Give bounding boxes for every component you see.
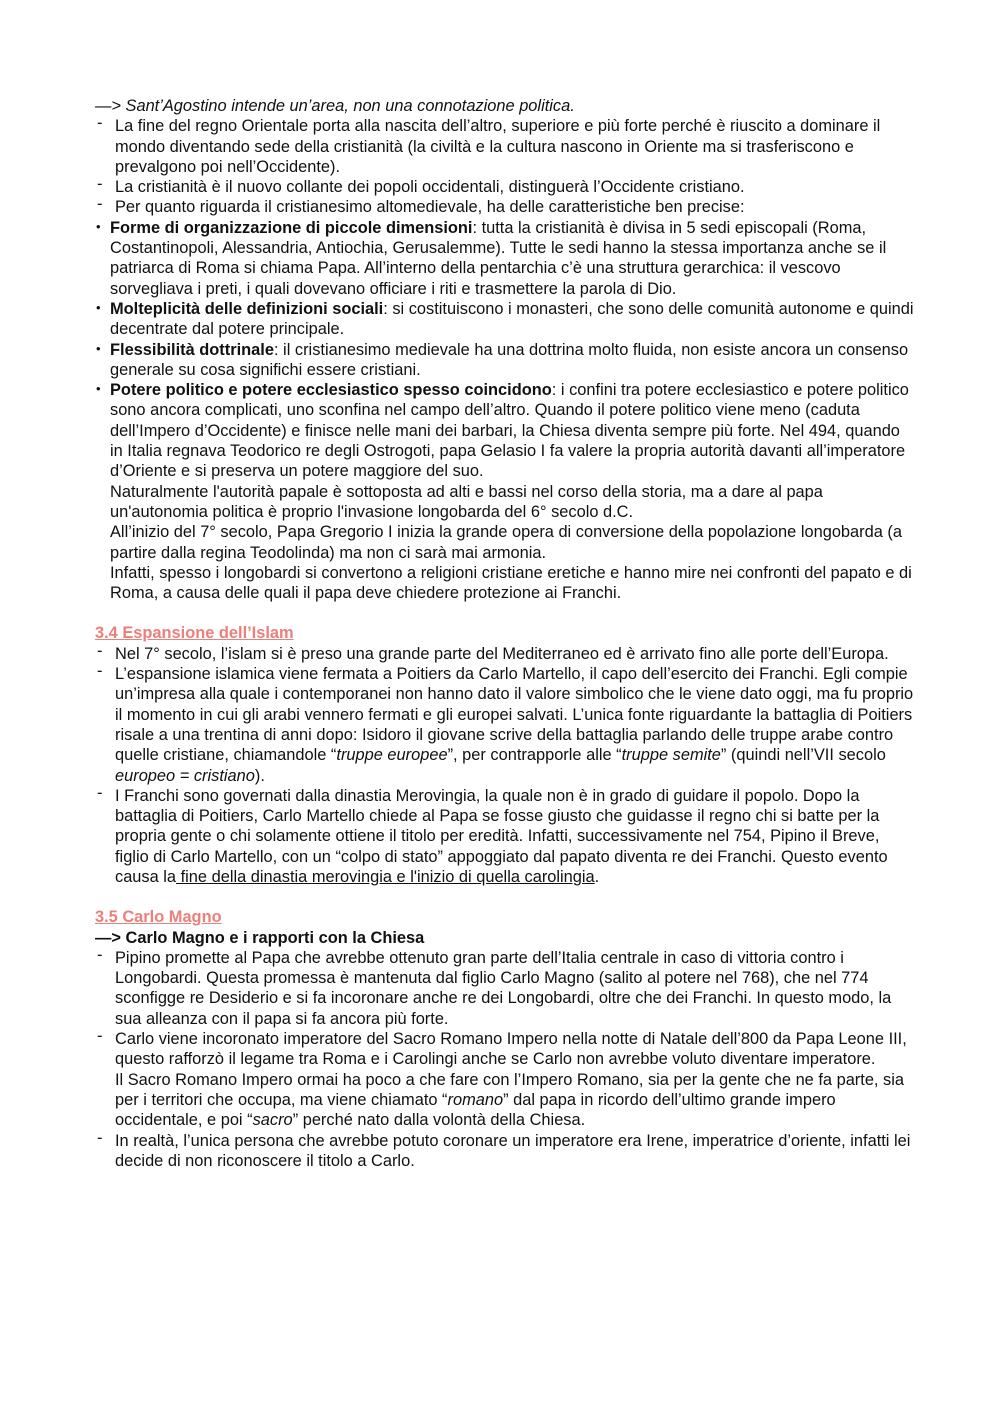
list-item: - La cristianità è il nuovo collante dei popoli occidentali, distinguerà l’Occidente cristiano.: [95, 177, 915, 197]
section-heading-islam: 3.4 Espansione dell’Islam: [95, 624, 294, 643]
paragraph: Il Sacro Romano Impero ormai ha poco a che fare con l’Impero Romano, sia per la gente che ne fa parte, sia per i territori che occupa, ma viene chiamato “romano” dal papa in ricordo dell’ultimo grande impero occidentale, e poi “sacro” perché nato dalla volontà della Chiesa.: [115, 1070, 904, 1130]
list-item: - Pipino promette al Papa che avrebbe ottenuto gran parte dell’Italia centrale in caso di vittoria contro i Longobardi. Questa promessa è mantenuta dal figlio Carlo Magno (salito al potere nel 768), che nel 774 sconfigge re Desiderio e si fa incoronare anche re dei Longobardi, oltre che dei Franchi. In questo modo, la sua alleanza con il papa si fa ancora più forte.: [95, 948, 915, 1029]
spacer: [95, 887, 915, 907]
list-item: - Nel 7° secolo, l’islam si è preso una grande parte del Mediterraneo ed è arrivato fino alle porte dell’Europa.: [95, 644, 915, 664]
bullet-item: • Molteplicità delle definizioni sociali: si costituiscono i monasteri, che sono delle comunità autonome e quindi decentrate dal potere principale.: [95, 299, 915, 340]
bullet-item: • Forme di organizzazione di piccole dimensioni: tutta la cristianità è divisa in 5 sedi episcopali (Roma, Costantinopoli, Alessandria, Antiochia, Gerusalemme). Tutte le sedi hanno la stessa importanza anche se il patriarca di Roma si chiama Papa. All’interno della pentarchia c’è una struttura gerarchica: il vescovo sorvegliava i preti, i quali dovevano officiare i riti e trasmettere la parola di Dio.: [95, 218, 915, 299]
paragraph: Naturalmente l'autorità papale è sottoposta ad alti e bassi nel corso della storia, ma a dare al papa un'autonomia politica è proprio l'invasione longobarda del 6° secolo d.C.: [110, 482, 823, 521]
list-item: - La fine del regno Orientale porta alla nascita dell’altro, superiore e più forte perché è riuscito a dominare il mondo diventando sede della cristianità (la civiltà e la cultura nascono in Oriente ma si trasferiscono e prevalgono poi nell’Occidente).: [95, 116, 915, 177]
list-item: - In realtà, l’unica persona che avrebbe potuto coronare un imperatore era Irene, imperatrice d’oriente, infatti lei decide di non riconoscere il titolo a Carlo.: [95, 1131, 915, 1172]
list-item: - I Franchi sono governati dalla dinastia Merovingia, la quale non è in grado di guidare il popolo. Dopo la battaglia di Poitiers, Carlo Martello chiede al Papa se fosse giusto che guidasse il regno chi si batte per la propria gente o chi solamente ottiene il titolo per eredità. Infatti, successivamente nel 754, Pipino il Breve, figlio di Carlo Martello, con un “colpo di stato” appoggiato dal papato diventa re dei Franchi. Questo evento causa la fine della dinastia merovingia e l'inizio di quella carolingia.: [95, 786, 915, 887]
list-item: - Per quanto riguarda il cristianesimo altomedievale, ha delle caratteristiche ben precise:: [95, 197, 915, 217]
document-page: [95, 96, 915, 1171]
section-heading-carlo-magno: 3.5 Carlo Magno: [95, 908, 222, 927]
bullet-item: • Flessibilità dottrinale: il cristianesimo medievale ha una dottrina molto fluida, non esiste ancora un consenso generale su cosa significhi essere cristiani.: [95, 340, 915, 381]
list-item: - L’espansione islamica viene fermata a Poitiers da Carlo Martello, il capo dell’esercito dei Franchi. Egli compie un’impresa alla quale i contemporanei non hanno dato il valore simbolico che le viene dato oggi, ma fu proprio il momento in cui gli arabi vennero fermati e gli europei salvati. L’unica fonte riguardante la battaglia di Poitiers risale a una trentina di anni dopo: Isidoro il giovane scrive della battaglia parlando delle truppe arabe contro quelle cristiane, chiamandole “truppe europee”, per contrapporle alle “truppe semite” (quindi nell’VII secolo europeo = cristiano).: [95, 664, 915, 786]
paragraph: Infatti, spesso i longobardi si convertono a religioni cristiane eretiche e hanno mire nei confronti del papato e di Roma, a causa delle quali il papa deve chiedere protezione ai Franchi.: [110, 563, 912, 603]
spacer: [95, 603, 915, 623]
intro-note: —> Sant’Agostino intende un’area, non una connotazione politica.: [95, 97, 575, 115]
paragraph: All’inizio del 7° secolo, Papa Gregorio I inizia la grande opera di conversione della popolazione longobarda (a partire dalla regina Teodolinda) ma non ci sarà mai armonia.: [110, 523, 902, 562]
bullet-item: • Potere politico e potere ecclesiastico spesso coincidono: i confini tra potere ecclesiastico e potere politico sono ancora complicati, uno sconfina nel campo dell’altro. Quando il potere politico viene meno (caduta dell’Impero d’Occidente) e finisce nelle mani dei barbari, la Chiesa diventa sempre più forte. Nel 494, quando in Italia regnava Teodorico re degli Ostrogoti, papa Gelasio I fa valere la propria autorità davanti all’imperatore d’Oriente e si preserva un potere maggiore del suo.: [95, 380, 915, 481]
subheading: —> Carlo Magno e i rapporti con la Chiesa: [95, 928, 425, 947]
list-item: - Carlo viene incoronato imperatore del Sacro Romano Impero nella notte di Natale dell’800 da Papa Leone III, questo rafforzò il legame tra Roma e i Carolingi anche se Carlo non avrebbe voluto diventare imperatore.: [95, 1029, 915, 1070]
